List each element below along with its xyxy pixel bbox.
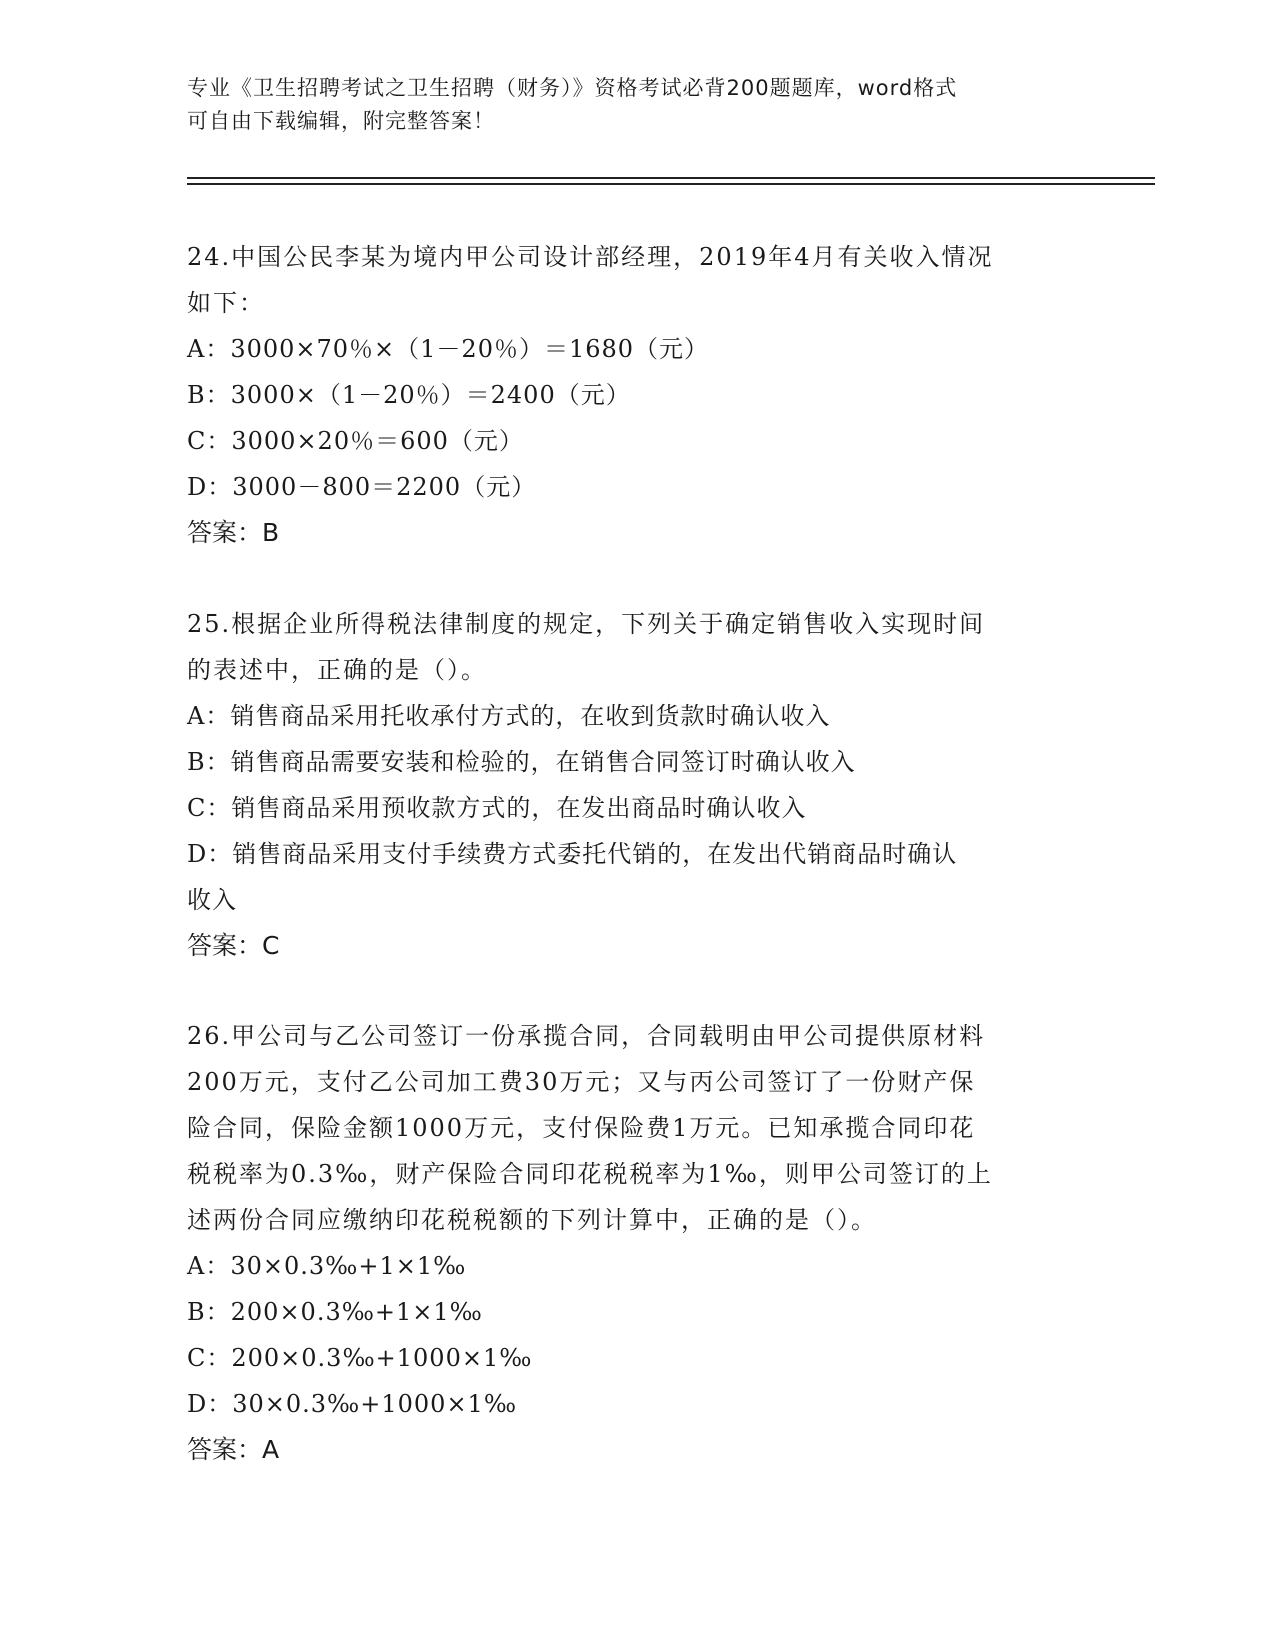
option-d-continued: 收入 <box>187 886 237 914</box>
question-24 <box>187 234 1087 556</box>
answer: 答案：C <box>187 931 280 960</box>
option-b: B：3000×（1－20％）＝2400（元） <box>187 381 631 409</box>
question-text-line: 述两份合同应缴纳印花税税额的下列计算中，正确的是（）。 <box>187 1206 877 1234</box>
option-a: A：3000×70％×（1－20％）＝1680（元） <box>187 335 710 363</box>
document-header <box>187 72 1067 138</box>
question-text-line: 险合同，保险金额1000万元，支付保险费1万元。已知承揽合同印花 <box>187 1114 976 1142</box>
question-text-line: 25.根据企业所得税法律制度的规定，下列关于确定销售收入实现时间 <box>187 610 986 638</box>
question-text-line: 税税率为0.3‰，财产保险合同印花税税率为1‰，则甲公司签订的上 <box>187 1160 993 1188</box>
option-b: B：200×0.3‰+1×1‰ <box>187 1298 483 1326</box>
answer: 答案：B <box>187 518 280 547</box>
header-line-1: 专业《卫生招聘考试之卫生招聘（财务）》资格考试必背200题题库，word格式 <box>187 76 958 100</box>
header-divider-bottom <box>187 183 1155 185</box>
question-text-line: 24.中国公民李某为境内甲公司设计部经理，2019年4月有关收入情况 <box>187 243 994 271</box>
header-divider-top <box>187 177 1155 179</box>
option-a: A：销售商品采用托收承付方式的，在收到货款时确认收入 <box>187 702 831 730</box>
question-text-line: 200万元，支付乙公司加工费30万元；又与丙公司签订了一份财产保 <box>187 1068 976 1096</box>
option-d: D：销售商品采用支付手续费方式委托代销的，在发出代销商品时确认 <box>187 840 958 868</box>
option-a: A：30×0.3‰+1×1‰ <box>187 1252 467 1280</box>
question-26 <box>187 1013 1087 1473</box>
question-25 <box>187 601 1087 969</box>
question-text-line: 如下： <box>187 289 265 317</box>
question-text-line: 26.甲公司与乙公司签订一份承揽合同，合同载明由甲公司提供原材料 <box>187 1022 986 1050</box>
option-c: C：销售商品采用预收款方式的，在发出商品时确认收入 <box>187 794 807 822</box>
option-b: B：销售商品需要安装和检验的，在销售合同签订时确认收入 <box>187 748 856 776</box>
option-d: D：3000－800＝2200（元） <box>187 473 537 501</box>
option-c: C：3000×20％＝600（元） <box>187 427 524 455</box>
option-c: C：200×0.3‰+1000×1‰ <box>187 1344 533 1372</box>
option-d: D：30×0.3‰+1000×1‰ <box>187 1390 518 1418</box>
header-line-2: 可自由下载编辑，附完整答案！ <box>187 109 495 133</box>
question-text-line: 的表述中，正确的是（）。 <box>187 656 487 684</box>
answer: 答案：A <box>187 1435 280 1464</box>
